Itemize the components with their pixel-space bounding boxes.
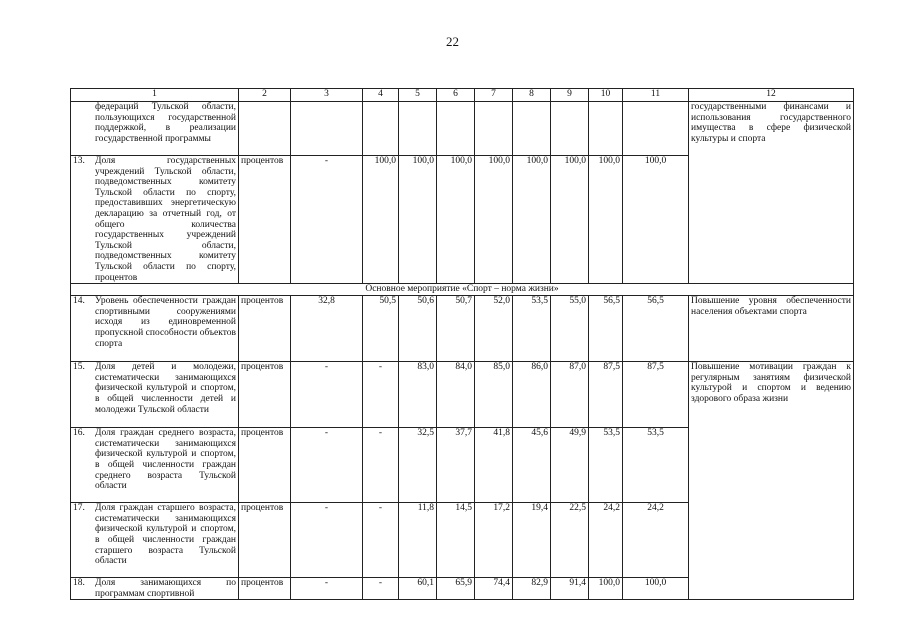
value-cell: -	[291, 428, 363, 503]
value-cell: 100,0	[475, 156, 513, 284]
value-cell: 65,9	[437, 578, 475, 600]
col-header: 10	[589, 89, 623, 102]
value-cell: 74,4	[475, 578, 513, 600]
value-cell: 100,0	[589, 156, 623, 284]
value-cell: 100,0	[623, 156, 689, 284]
value-cell: 60,1	[399, 578, 437, 600]
indicator-name: Доля граждан старшего возраста, систематически занимающихся физической культурой и спортом, в общей численности граждан старшего возраста Тульской области	[95, 503, 236, 567]
value-cell: 85,0	[475, 362, 513, 428]
value-cell: 17,2	[475, 503, 513, 578]
value-cell: 32,5	[399, 428, 437, 503]
value-cell: 50,6	[399, 296, 437, 362]
value-cell: -	[363, 428, 399, 503]
value-cell: 91,4	[551, 578, 589, 600]
table-row	[71, 362, 854, 428]
value-cell: 83,0	[399, 362, 437, 428]
value-cell: 24,2	[589, 503, 623, 578]
section-title: Основное мероприятие «Спорт – норма жизни»	[71, 284, 854, 296]
indicator-name: Доля граждан среднего возраста, систематически занимающихся физической культурой и спортом, в общей численности граждан среднего возраста Тульской области	[95, 428, 236, 492]
value-cell: 50,5	[363, 296, 399, 362]
col-header: 11	[623, 89, 689, 102]
unit: процентов	[239, 578, 291, 600]
indicator-name: Доля детей и молодежи, систематически занимающихся физической культурой и спортом, в общей численности детей и молодежи Тульской области	[95, 362, 236, 415]
col-header: 3	[291, 89, 363, 102]
row-number: 17.	[73, 503, 85, 514]
value-cell: -	[291, 362, 363, 428]
value-cell: 87,5	[623, 362, 689, 428]
value-cell: 55,0	[551, 296, 589, 362]
indicator-name: Уровень обеспеченности граждан спортивными сооружениями исходя из единовременной пропускной способности объектов спорта	[95, 296, 236, 349]
value-cell: -	[363, 578, 399, 600]
value-cell: 100,0	[623, 578, 689, 600]
value-cell: 87,5	[589, 362, 623, 428]
col-header: 2	[239, 89, 291, 102]
unit: процентов	[239, 428, 291, 503]
value-cell: -	[363, 362, 399, 428]
unit: процентов	[239, 362, 291, 428]
row-number: 13.	[73, 156, 85, 166]
value-cell: 11,8	[399, 503, 437, 578]
value-cell: 50,7	[437, 296, 475, 362]
value-cell: 24,2	[623, 503, 689, 578]
section-row	[71, 284, 854, 296]
table-row-continued	[71, 102, 854, 156]
header-row	[71, 89, 854, 102]
value-cell: 53,5	[623, 428, 689, 503]
value-cell: 100,0	[589, 578, 623, 600]
value-cell: -	[291, 578, 363, 600]
col-header: 9	[551, 89, 589, 102]
value-cell: 32,8	[291, 296, 363, 362]
value-cell: 56,5	[623, 296, 689, 362]
row-number: 16.	[73, 428, 85, 439]
value-cell: 100,0	[363, 156, 399, 284]
value-cell: 100,0	[513, 156, 551, 284]
value-cell: 45,6	[513, 428, 551, 503]
value-cell: 100,0	[399, 156, 437, 284]
value-cell: 37,7	[437, 428, 475, 503]
value-cell: 14,5	[437, 503, 475, 578]
value-cell: 56,5	[589, 296, 623, 362]
value-cell: -	[291, 156, 363, 284]
value-cell: 53,5	[513, 296, 551, 362]
expected-result: Повышение мотивации граждан к регулярным занятиям физической культурой и спортом и ведению здорового образа жизни	[689, 362, 854, 600]
col-header: 12	[689, 89, 854, 102]
unit: процентов	[239, 156, 291, 284]
value-cell: 52,0	[475, 296, 513, 362]
value-cell: 86,0	[513, 362, 551, 428]
col-header: 7	[475, 89, 513, 102]
value-cell: -	[363, 503, 399, 578]
row-number: 14.	[73, 296, 85, 307]
indicator-name: Доля занимающихся по программам спортивной	[95, 578, 236, 599]
table-row	[71, 296, 854, 362]
value-cell: 19,4	[513, 503, 551, 578]
unit: процентов	[239, 503, 291, 578]
unit: процентов	[239, 296, 291, 362]
value-cell: 84,0	[437, 362, 475, 428]
value-cell: -	[291, 503, 363, 578]
value-cell: 49,9	[551, 428, 589, 503]
expected-result: Повышение уровня обеспеченности населения объектами спорта	[689, 296, 854, 362]
page-number: 22	[446, 34, 459, 49]
value-cell: 53,5	[589, 428, 623, 503]
col-header: 8	[513, 89, 551, 102]
value-cell: 100,0	[551, 156, 589, 284]
indicator-name: федераций Тульской области, пользующихся государственной поддержкой, в реализации государственной программы	[95, 102, 236, 144]
row-number: 18.	[73, 578, 85, 589]
indicator-table	[70, 88, 854, 600]
col-header: 1	[71, 89, 239, 102]
indicator-name: Доля государственных учреждений Тульской области, подведомственных комитету Тульской области по спорту, предоставивших энергетическую декларацию за отчетный год, от общего количества государственных учреждений Тульской области, подведомственных комитету Тульской области по спорту, процентов	[95, 156, 236, 283]
value-cell: 87,0	[551, 362, 589, 428]
value-cell: 82,9	[513, 578, 551, 600]
col-header: 4	[363, 89, 399, 102]
expected-result: государственными финансами и использования государственного имущества в сфере физической культуры и спорта	[689, 102, 854, 284]
value-cell: 41,8	[475, 428, 513, 503]
value-cell: 100,0	[437, 156, 475, 284]
row-number: 15.	[73, 362, 85, 373]
col-header: 6	[437, 89, 475, 102]
value-cell: 22,5	[551, 503, 589, 578]
col-header: 5	[399, 89, 437, 102]
